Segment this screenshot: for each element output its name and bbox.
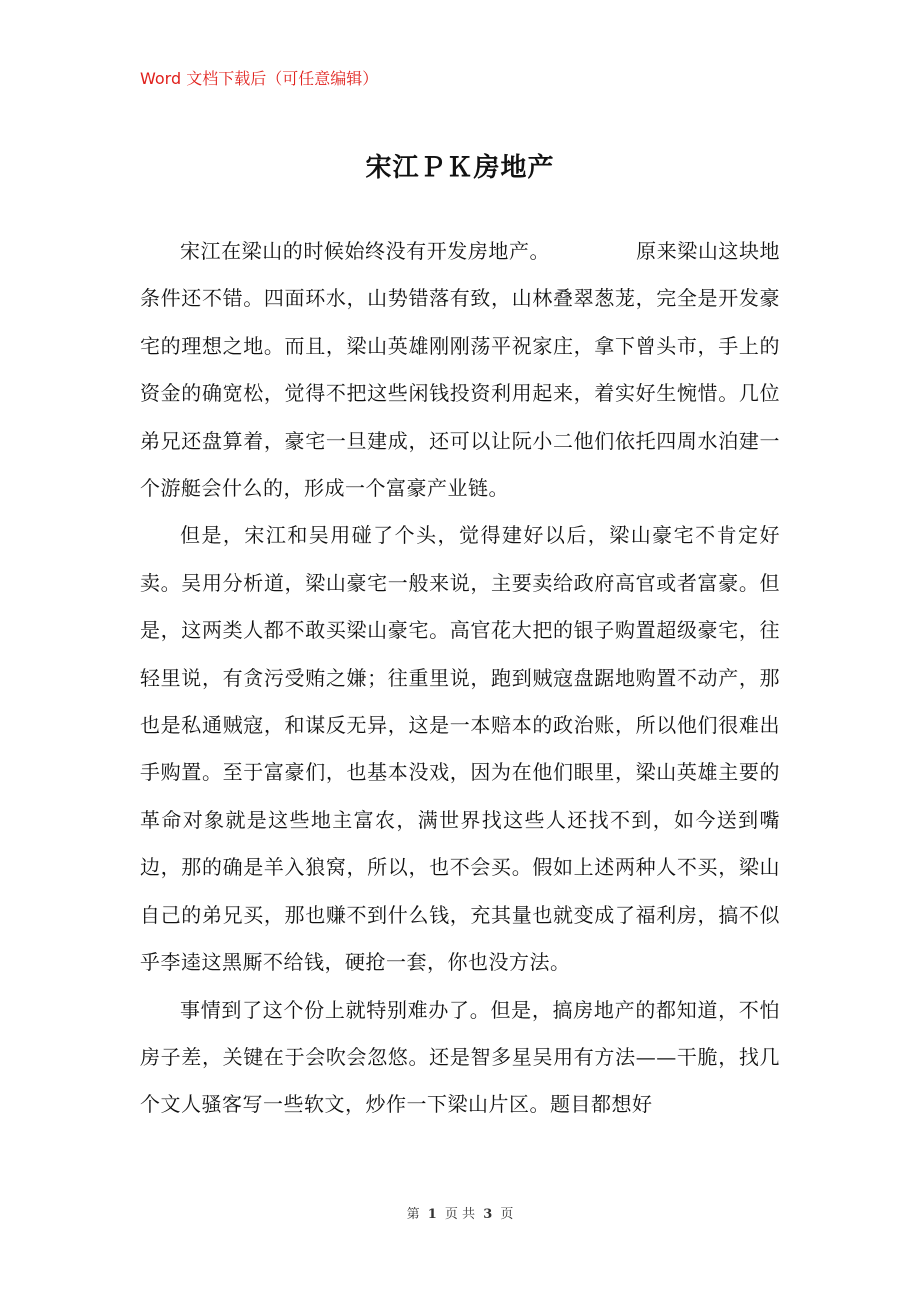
document-body [140, 228, 780, 1129]
paragraph-1 [140, 228, 780, 512]
footer-prefix: 第 [406, 1207, 420, 1222]
page-footer [0, 1206, 920, 1224]
header-note: Word 文档下载后（可任意编辑） [140, 69, 379, 88]
paragraph-1-part-1: 宋江在梁山的时候始终没有开发房地产。 [180, 239, 551, 263]
document-title: 宋江ＰＫ房地产 [365, 153, 555, 183]
paragraph-2: 但是，宋江和吴用碰了个头，觉得建好以后，梁山豪宅不肯定好卖。吴用分析道，梁山豪宅一般来说，主要卖给政府高官或者富豪。但是，这两类人都不敢买梁山豪宅。高官花大把的银子购置超级豪宅，往轻里说，有贪污受贿之嫌；往重里说，跑到贼寇盘踞地购置不动产，那也是私通贼寇，和谋反无异，这是一本赔本的政治账，所以他们很难出手购置。至于富豪们，也基本没戏，因为在他们眼里，梁山英雄主要的革命对象就是这些地主富农，满世界找这些人还找不到，如今送到嘴边，那的确是羊入狼窝，所以，也不会买。假如上述两种人不买，梁山自己的弟兄买，那也赚不到什么钱，充其量也就变成了福利房，搞不似乎李逵这黑厮不给钱，硬抢一套，你也没方法。 [140, 523, 780, 975]
footer-middle: 页 共 [444, 1207, 476, 1222]
footer-current-page: 1 [427, 1207, 437, 1222]
paragraph-3: 事情到了这个份上就特别难办了。但是，搞房地产的都知道，不怕房子差，关键在于会吹会忽悠。还是智多星吴用有方法——干脆，找几个文人骚客写一些软文，炒作一下梁山片区。题目都想好 [140, 997, 780, 1117]
footer-suffix: 页 [500, 1207, 514, 1222]
footer-total-pages: 3 [483, 1207, 493, 1222]
paragraph-1-part-2: 原来梁山这块地条件还不错。四面环水，山势错落有致，山林叠翠葱茏，完全是开发豪宅的理想之地。而且，梁山英雄刚刚荡平祝家庄，拿下曾头市，手上的资金的确宽松，觉得不把这些闲钱投资利用起来，着实好生惋惜。几位弟兄还盘算着，豪宅一旦建成，还可以让阮小二他们依托四周水泊建一个游艇会什么的，形成一个富豪产业链。 [140, 239, 781, 501]
